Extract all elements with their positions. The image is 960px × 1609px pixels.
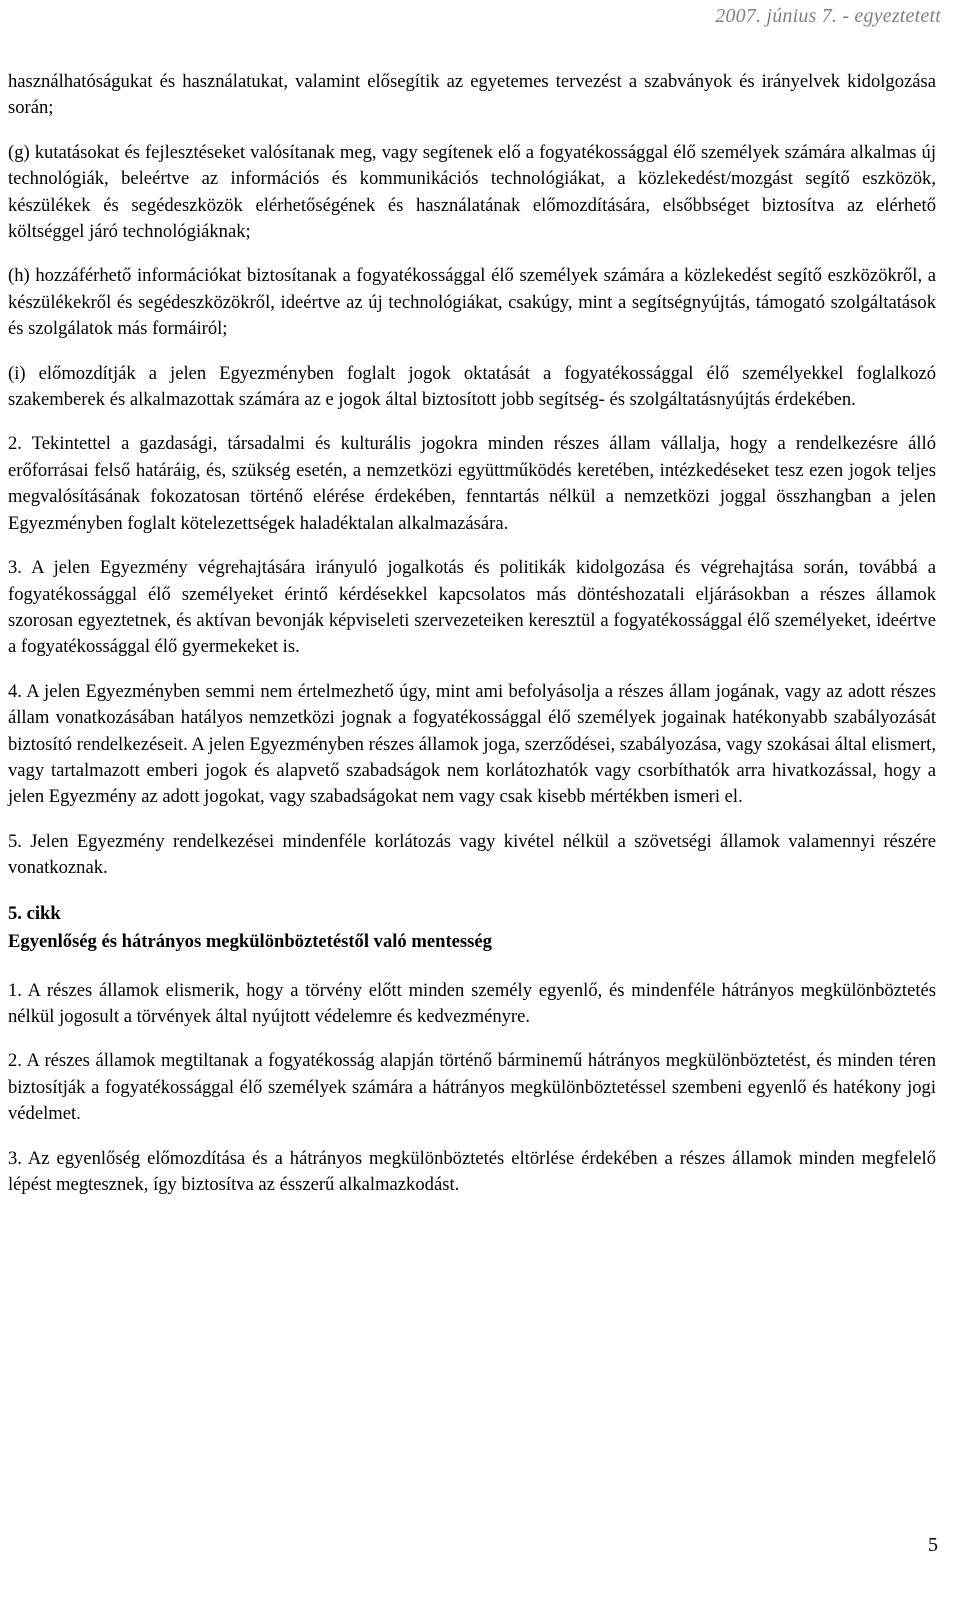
document-date-header: 2007. június 7. - egyeztetett [715, 5, 941, 27]
document-body [8, 69, 936, 1216]
article-number: 5. cikk [8, 902, 61, 924]
article-paragraph-1: 1. A részes államok elismerik, hogy a törvény előtt minden személy egyenlő, és mindenféle hátrányos megkülönböztetés nélkül jogosult a törvények által nyújtott védelemre és kedvezményre. [8, 979, 936, 1027]
page-number: 5 [928, 1534, 938, 1556]
paragraph-5: 5. Jelen Egyezmény rendelkezései mindenféle korlátozás vagy kivétel nélkül a szövetségi államok valamennyi részére vonatkoznak. [8, 830, 936, 879]
paragraph-3: 3. A jelen Egyezmény végrehajtására irányuló jogalkotás és politikák kidolgozása és végrehajtása során, továbbá a fogyatékossággal élő személyeket érintő kérdésekkel kapcsolatos más döntéshozatali eljárásokban a részes államok szorosan egyeztetnek, és aktívan bevonják képviseleti szervezeteiken keresztül a fogyatékossággal élő személyeket, ideértve a fogyatékossággal élő gyermekeket is. [8, 557, 936, 658]
paragraph-continuation: használhatóságukat és használatukat, valamint elősegítik az egyetemes tervezést a szabványok és irányelvek kidolgozása során; [8, 71, 936, 119]
paragraph-h: (h) hozzáférhető információkat biztosítanak a fogyatékossággal élő személyek számára a közlekedést segítő eszközökről, a készülékekről és segédeszközökről, ideértve az új technológiákat, csakúgy, mint a segítségnyújtás, támogató szolgáltatások és szolgálatok más formáiról; [8, 265, 936, 340]
paragraph-2: 2. Tekintettel a gazdasági, társadalmi és kulturális jogokra minden részes állam vállalja, hogy a rendelkezésre álló erőforrásai felső határáig, és, szükség esetén, a nemzetközi együttműködés keretében, intézkedéseket tesz ezen jogok teljes megvalósításának fokozatosan történő elérése érdekében, fenntartás nélkül a nemzetközi joggal összhangban a jelen Egyezményben foglalt kötelezettségek haladéktalan alkalmazására. [8, 433, 936, 534]
article-paragraph-2: 2. A részes államok megtiltanak a fogyatékosság alapján történő bárminemű hátrányos megkülönböztetést, és minden téren biztosítják a fogyatékossággal élő személyek számára a hátrányos megkülönböztetéssel szembeni egyenlő és hatékony jogi védelmet. [8, 1050, 936, 1125]
paragraph-i: (i) előmozdítják a jelen Egyezményben foglalt jogok oktatását a fogyatékossággal élő személyekkel foglalkozó szakemberek és alkalmazottak számára az e jogok által biztosított jobb segítség- és szolgáltatásnyújtás érdekében. [8, 362, 936, 411]
article-title: Egyenlőség és hátrányos megkülönböztetéstől való mentesség [8, 930, 492, 952]
paragraph-g: (g) kutatásokat és fejlesztéseket valósítanak meg, vagy segítenek elő a fogyatékossággal élő személyek számára alkalmas új technológiák, beleértve az információs és kommunikációs technológiákat, a közlekedést/mozgást segítő eszközök, készülékek és segédeszközök elérhetőségének és használatának előmozdítására, elsőbbséget biztosítva az elérhető költséggel járó technológiáknak; [8, 141, 936, 243]
article-heading [8, 900, 936, 956]
article-paragraph-3: 3. Az egyenlőség előmozdítása és a hátrányos megkülönböztetés eltörlése érdekében a részes államok minden megfelelő lépést megtesznek, így biztosítva az ésszerű alkalmazkodást. [8, 1147, 936, 1195]
paragraph-4: 4. A jelen Egyezményben semmi nem értelmezhető úgy, mint ami befolyásolja a részes állam jogának, vagy az adott részes állam vonatkozásában hatályos nemzetközi jognak a fogyatékossággal élő személyek jogainak hatékonyabb szabályozását biztosító rendelkezéseit. A jelen Egyezményben részes államok joga, szerződései, szabályozása, vagy szokásai által elismert, vagy tartalmazott emberi jogok és alapvető szabadságok nem korlátozhatók vagy csorbíthatók arra hivatkozással, hogy a jelen Egyezmény az adott jogokat, vagy szabadságokat nem vagy csak kisebb mértékben ismeri el. [8, 680, 936, 808]
